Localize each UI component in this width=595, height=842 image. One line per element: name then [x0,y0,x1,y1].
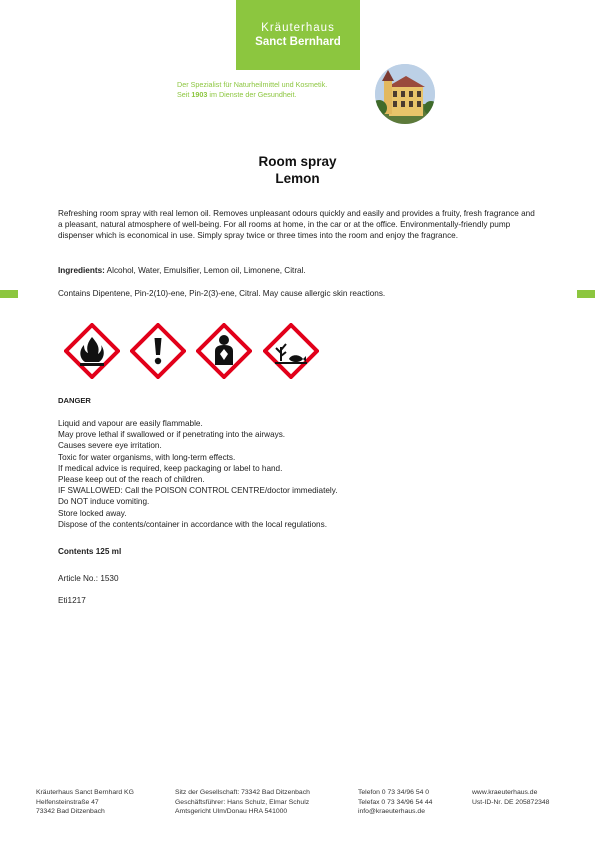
statement: Do NOT induce vomiting. [58,497,150,507]
environment-icon [263,323,319,379]
footer-legal [175,788,310,817]
article-number: Article No.: 1530 [58,574,119,583]
product-title-block [0,153,595,187]
fold-mark-left [0,290,18,298]
statement: Please keep out of the reach of children. [58,475,205,485]
contains-notice: Contains Dipentene, Pin-2(10)-ene, Pin-2(3)-ene, Citral. May cause allergic skin reactions. [58,289,386,298]
signal-word: DANGER [58,396,91,405]
footer-email[interactable]: info@kraeuterhaus.de [358,808,425,816]
exclamation-icon [130,323,186,379]
statement: Toxic for water organisms, with long-term effects. [58,452,236,462]
ingredients-label: Ingredients: [58,266,105,275]
statement: Causes severe eye irritation. [58,441,162,451]
health-hazard-icon [196,323,252,379]
fold-mark-right [577,290,595,298]
ingredients [58,265,538,276]
footer-line: Helfensteinstraße 47 [36,798,99,806]
statement: Liquid and vapour are easily flammable. [58,419,203,428]
flame-icon [64,323,120,379]
footer-line: Sitz der Gesellschaft: 73342 Bad Ditzenbach [175,789,310,796]
tagline-line-2 [177,90,327,100]
tagline-line-1: Der Spezialist für Naturheilmittel und Kosmetik. [177,80,328,89]
statement: Store locked away. [58,508,127,518]
footer-line: Ust-ID-Nr. DE 205872348 [472,798,550,806]
footer-company [36,788,134,817]
statement: IF SWALLOWED: Call the POISON CONTROL CENTRE/doctor immediately. [58,486,338,496]
tagline-pre: Seit [177,90,192,99]
statement: May prove lethal if swallowed or if penetrating into the airways. [58,430,286,440]
footer-line: Telefon 0 73 34/96 54 0 [358,789,430,796]
footer-line: Amtsgericht Ulm/Donau HRA 541000 [175,808,288,816]
tagline-post: im Dienste der Gesundheit. [207,90,297,99]
statement: Dispose of the contents/container in accordance with the local regulations. [58,519,327,529]
contents-volume: Contents 125 ml [58,547,122,556]
product-description: Refreshing room spray with real lemon oil. Removes unpleasant odours quickly and easily and provides a fruity, fresh fragrance and a pleasant, natural atmosphere of well-being. For all rooms at home, in the car or at the office. Environmentally-friendly pump dispenser which is economical in use. Simply spray twice or three times into the room and enjoy the fragrance. [58,209,535,241]
label-code: Eti1217 [58,596,86,605]
brand-logo [236,0,360,70]
footer-line: 73342 Bad Ditzenbach [36,808,105,816]
footer-line: Geschäftsführer: Hans Schulz, Elmar Schulz [175,798,310,806]
footer-website-link[interactable]: www.kraeuterhaus.de [472,789,538,796]
tagline [177,80,327,100]
ingredients-value: Alcohol, Water, Emulsifier, Lemon oil, Limonene, Citral. [104,266,306,275]
product-title: Room spray [258,154,337,169]
building-photo [375,64,435,124]
footer-web [472,788,549,807]
footer-line: Kräuterhaus Sanct Bernhard KG [36,789,134,796]
footer-line: Telefax 0 73 34/96 54 44 [358,798,433,806]
product-subtitle: Lemon [275,171,320,186]
brand-line-1: Kräuterhaus [261,22,335,34]
brand-line-2: Sanct Bernhard [255,36,341,48]
tagline-year: 1903 [191,90,208,99]
statement: If medical advice is required, keep packaging or label to hand. [58,463,283,473]
footer-contact [358,788,432,817]
hazard-statements [58,418,538,530]
